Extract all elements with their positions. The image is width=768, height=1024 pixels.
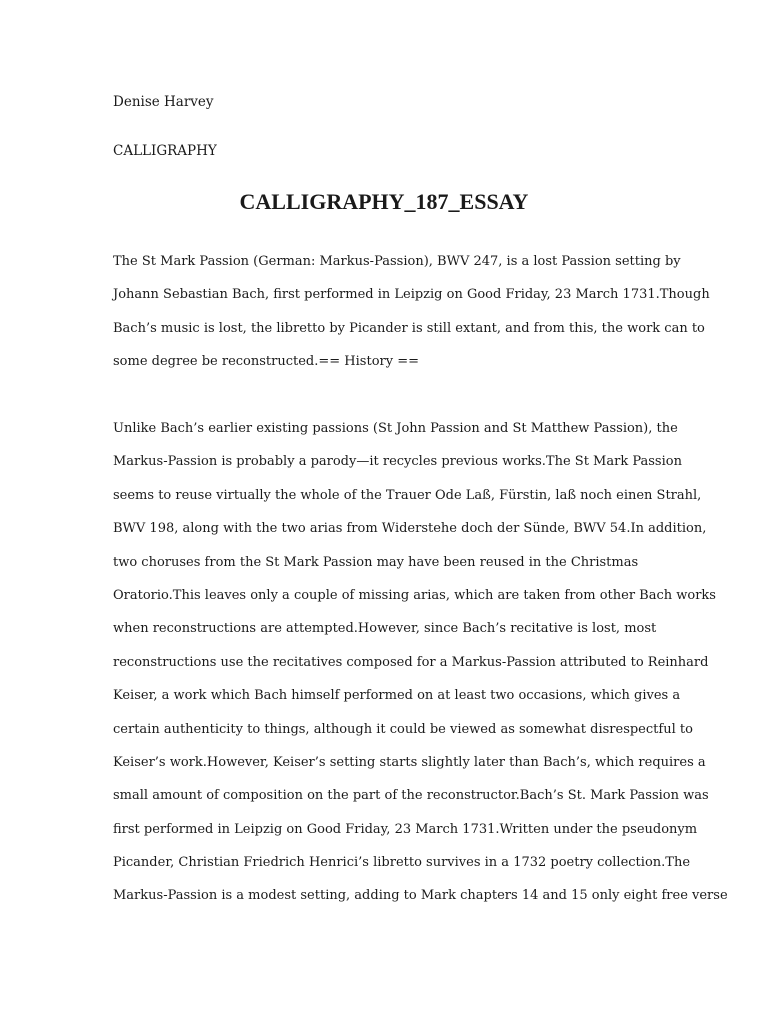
text-line: Bach’s music is lost, the libretto by Picander is still extant, and from this, the work can to bbox=[113, 320, 705, 336]
text-line: Unlike Bach’s earlier existing passions (St John Passion and St Matthew Passion), the bbox=[113, 421, 678, 436]
text-line: some degree be reconstructed.== History == bbox=[113, 354, 420, 370]
text-line: first performed in Leipzig on Good Friday, 23 March 1731.Written under the pseudonym bbox=[113, 821, 698, 837]
text-line: Picander, Christian Friedrich Henrici’s libretto survives in a 1732 poetry collection.The bbox=[113, 855, 691, 871]
text-line: Johann Sebastian Bach, first performed in Leipzig on Good Friday, 23 March 1731.Though bbox=[113, 287, 710, 303]
paragraph-intro bbox=[113, 253, 710, 387]
text-line: Markus-Passion is a modest setting, adding to Mark chapters 14 and 15 only eight free verse bbox=[113, 888, 728, 904]
paragraph-body bbox=[113, 420, 728, 921]
text-line: Oratorio.This leaves only a couple of missing arias, which are taken from other Bach works bbox=[113, 587, 716, 603]
text-line: Markus-Passion is probably a parody—it recycles previous works.The St Mark Passion bbox=[113, 454, 682, 470]
essay-title: CALLIGRAPHY_187_ESSAY bbox=[239, 189, 529, 214]
text-line: reconstructions use the recitatives composed for a Markus-Passion attributed to Reinhard bbox=[113, 654, 709, 670]
text-line: The St Mark Passion (German: Markus-Passion), BWV 247, is a lost Passion setting by bbox=[113, 254, 681, 269]
text-line: two choruses from the St Mark Passion may have been reused in the Christmas bbox=[113, 554, 639, 570]
text-line: Keiser’s work.However, Keiser’s setting starts slightly later than Bach’s, which requires a bbox=[113, 754, 706, 770]
text-line: when reconstructions are attempted.However, since Bach’s recitative is lost, most bbox=[113, 621, 657, 637]
text-line: seems to reuse virtually the whole of the Trauer Ode Laß, Fürstin, laß noch einen Strahl, bbox=[113, 487, 702, 503]
text-line: small amount of composition on the part of the reconstructor.Bach’s St. Mark Passion was bbox=[113, 788, 709, 804]
text-line: BWV 198, along with the two arias from Widerstehe doch der Sünde, BWV 54.In addition, bbox=[113, 521, 707, 537]
text-line: Keiser, a work which Bach himself performed on at least two occasions, which gives a bbox=[113, 688, 681, 704]
course-name: CALLIGRAPHY bbox=[113, 143, 217, 159]
author-name: Denise Harvey bbox=[113, 94, 214, 110]
text-line: certain authenticity to things, although it could be viewed as somewhat disrespectful to bbox=[113, 721, 693, 737]
